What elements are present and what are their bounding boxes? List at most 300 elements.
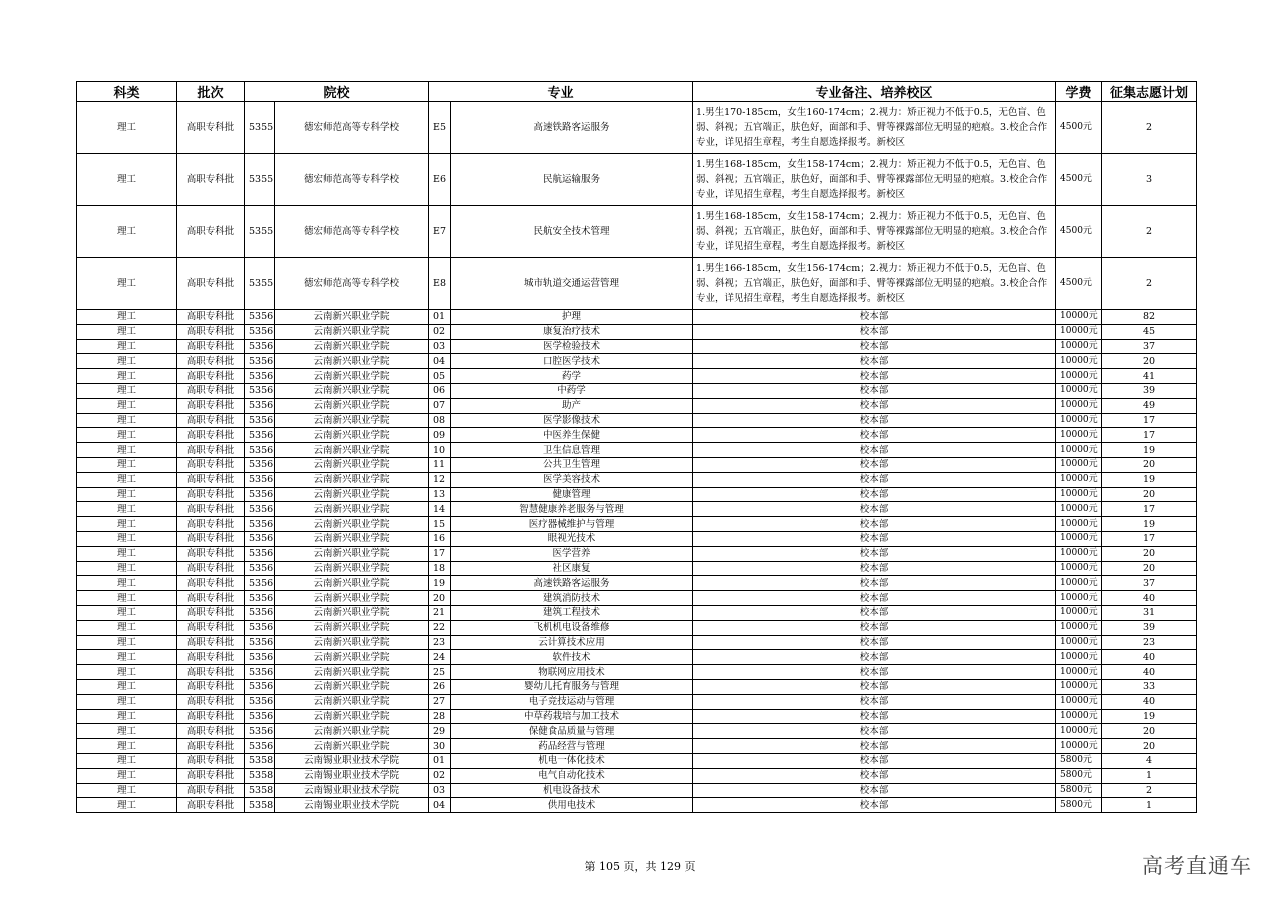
- batch-cell: 高职专科批: [177, 709, 245, 724]
- category-cell: 理工: [77, 413, 177, 428]
- notes-cell: 校本部: [693, 783, 1056, 798]
- major-name-cell: 中药学: [451, 383, 693, 398]
- school-code-cell: 5356: [245, 428, 275, 443]
- category-cell: 理工: [77, 576, 177, 591]
- school-name-cell: 云南新兴职业学院: [275, 591, 429, 606]
- category-cell: 理工: [77, 546, 177, 561]
- category-cell: 理工: [77, 457, 177, 472]
- major-name-cell: 飞机机电设备维修: [451, 620, 693, 635]
- notes-cell: 校本部: [693, 369, 1056, 384]
- table-row: [77, 650, 1197, 665]
- school-code-cell: 5356: [245, 561, 275, 576]
- school-code-cell: 5355: [245, 102, 275, 154]
- fee-cell: 4500元: [1056, 206, 1102, 258]
- plan-cell: 20: [1102, 739, 1197, 754]
- category-cell: 理工: [77, 502, 177, 517]
- major-code-cell: 23: [429, 635, 451, 650]
- school-code-cell: 5356: [245, 310, 275, 325]
- fee-cell: 10000元: [1056, 517, 1102, 532]
- major-code-cell: 19: [429, 576, 451, 591]
- major-code-cell: E5: [429, 102, 451, 154]
- major-name-cell: 机电设备技术: [451, 783, 693, 798]
- school-code-cell: 5356: [245, 457, 275, 472]
- plan-cell: 2: [1102, 206, 1197, 258]
- fee-cell: 5800元: [1056, 783, 1102, 798]
- batch-cell: 高职专科批: [177, 487, 245, 502]
- school-code-cell: 5356: [245, 383, 275, 398]
- school-name-cell: 云南新兴职业学院: [275, 546, 429, 561]
- notes-cell: 校本部: [693, 605, 1056, 620]
- notes-cell: 1.男生168-185cm，女生158-174cm；2.视力：矫正视力不低于0.5，无色盲、色弱、斜视；五官端正，肤色好，面部和手、臂等裸露部位无明显的疤痕。3.校企合作专业，详见招生章程，考生自愿选择报考。新校区: [693, 206, 1056, 258]
- category-cell: 理工: [77, 472, 177, 487]
- school-name-cell: 云南新兴职业学院: [275, 605, 429, 620]
- major-name-cell: 康复治疗技术: [451, 324, 693, 339]
- plan-cell: 20: [1102, 354, 1197, 369]
- major-code-cell: E8: [429, 258, 451, 310]
- major-code-cell: 15: [429, 517, 451, 532]
- notes-cell: 校本部: [693, 768, 1056, 783]
- table-row: [77, 413, 1197, 428]
- school-code-cell: 5356: [245, 443, 275, 458]
- fee-cell: 10000元: [1056, 546, 1102, 561]
- plan-cell: 45: [1102, 324, 1197, 339]
- batch-cell: 高职专科批: [177, 798, 245, 813]
- header-plan: 征集志愿计划: [1102, 82, 1197, 102]
- school-name-cell: 云南锡业职业技术学院: [275, 753, 429, 768]
- fee-cell: 10000元: [1056, 472, 1102, 487]
- major-code-cell: 04: [429, 354, 451, 369]
- notes-cell: 校本部: [693, 753, 1056, 768]
- page-number: 第 105 页，共 129 页: [584, 860, 696, 873]
- school-code-cell: 5356: [245, 531, 275, 546]
- school-name-cell: 云南新兴职业学院: [275, 354, 429, 369]
- category-cell: 理工: [77, 724, 177, 739]
- major-name-cell: 健康管理: [451, 487, 693, 502]
- batch-cell: 高职专科批: [177, 502, 245, 517]
- category-cell: 理工: [77, 398, 177, 413]
- table-row: [77, 694, 1197, 709]
- batch-cell: 高职专科批: [177, 576, 245, 591]
- category-cell: 理工: [77, 369, 177, 384]
- school-name-cell: 云南新兴职业学院: [275, 324, 429, 339]
- plan-cell: 39: [1102, 383, 1197, 398]
- notes-cell: 校本部: [693, 798, 1056, 813]
- table-row: [77, 635, 1197, 650]
- table-row: [77, 428, 1197, 443]
- school-code-cell: 5356: [245, 665, 275, 680]
- school-name-cell: 云南新兴职业学院: [275, 457, 429, 472]
- major-code-cell: 11: [429, 457, 451, 472]
- school-name-cell: 云南锡业职业技术学院: [275, 768, 429, 783]
- school-name-cell: 云南新兴职业学院: [275, 739, 429, 754]
- batch-cell: 高职专科批: [177, 694, 245, 709]
- major-name-cell: 智慧健康养老服务与管理: [451, 502, 693, 517]
- major-code-cell: 24: [429, 650, 451, 665]
- fee-cell: 10000元: [1056, 635, 1102, 650]
- school-name-cell: 云南新兴职业学院: [275, 679, 429, 694]
- plan-cell: 33: [1102, 679, 1197, 694]
- category-cell: 理工: [77, 258, 177, 310]
- table-body: [77, 102, 1197, 813]
- batch-cell: 高职专科批: [177, 354, 245, 369]
- fee-cell: 10000元: [1056, 620, 1102, 635]
- major-name-cell: 婴幼儿托育服务与管理: [451, 679, 693, 694]
- notes-cell: 校本部: [693, 428, 1056, 443]
- header-category: 科类: [77, 82, 177, 102]
- school-code-cell: 5356: [245, 591, 275, 606]
- plan-cell: 82: [1102, 310, 1197, 325]
- batch-cell: 高职专科批: [177, 591, 245, 606]
- school-code-cell: 5358: [245, 753, 275, 768]
- major-name-cell: 电气自动化技术: [451, 768, 693, 783]
- table-row: [77, 783, 1197, 798]
- fee-cell: 10000元: [1056, 324, 1102, 339]
- major-code-cell: 05: [429, 369, 451, 384]
- notes-cell: 校本部: [693, 443, 1056, 458]
- batch-cell: 高职专科批: [177, 650, 245, 665]
- table-row: [77, 324, 1197, 339]
- school-name-cell: 云南新兴职业学院: [275, 709, 429, 724]
- school-name-cell: 云南新兴职业学院: [275, 383, 429, 398]
- school-code-cell: 5356: [245, 724, 275, 739]
- fee-cell: 10000元: [1056, 428, 1102, 443]
- school-code-cell: 5356: [245, 369, 275, 384]
- school-name-cell: 云南锡业职业技术学院: [275, 783, 429, 798]
- batch-cell: 高职专科批: [177, 783, 245, 798]
- major-name-cell: 医疗器械维护与管理: [451, 517, 693, 532]
- major-name-cell: 建筑工程技术: [451, 605, 693, 620]
- batch-cell: 高职专科批: [177, 324, 245, 339]
- fee-cell: 10000元: [1056, 487, 1102, 502]
- plan-cell: 41: [1102, 369, 1197, 384]
- plan-cell: 20: [1102, 724, 1197, 739]
- major-code-cell: 16: [429, 531, 451, 546]
- school-code-cell: 5355: [245, 258, 275, 310]
- major-name-cell: 机电一体化技术: [451, 753, 693, 768]
- notes-cell: 1.男生170-185cm，女生160-174cm；2.视力：矫正视力不低于0.5，无色盲、色弱、斜视；五官端正，肤色好，面部和手、臂等裸露部位无明显的疤痕。3.校企合作专业，详见招生章程，考生自愿选择报考。新校区: [693, 102, 1056, 154]
- notes-cell: 校本部: [693, 620, 1056, 635]
- batch-cell: 高职专科批: [177, 398, 245, 413]
- category-cell: 理工: [77, 798, 177, 813]
- header-batch: 批次: [177, 82, 245, 102]
- school-code-cell: 5358: [245, 798, 275, 813]
- plan-cell: 19: [1102, 472, 1197, 487]
- category-cell: 理工: [77, 339, 177, 354]
- major-code-cell: 01: [429, 753, 451, 768]
- header-notes: 专业备注、培养校区: [693, 82, 1056, 102]
- table-row: [77, 531, 1197, 546]
- school-name-cell: 云南新兴职业学院: [275, 665, 429, 680]
- plan-cell: 31: [1102, 605, 1197, 620]
- fee-cell: 10000元: [1056, 339, 1102, 354]
- plan-cell: 39: [1102, 620, 1197, 635]
- school-name-cell: 云南新兴职业学院: [275, 724, 429, 739]
- batch-cell: 高职专科批: [177, 369, 245, 384]
- fee-cell: 10000元: [1056, 694, 1102, 709]
- batch-cell: 高职专科批: [177, 472, 245, 487]
- major-code-cell: 17: [429, 546, 451, 561]
- category-cell: 理工: [77, 591, 177, 606]
- major-code-cell: 07: [429, 398, 451, 413]
- table-row: [77, 709, 1197, 724]
- table-row: [77, 457, 1197, 472]
- school-name-cell: 云南新兴职业学院: [275, 369, 429, 384]
- table-row: [77, 443, 1197, 458]
- batch-cell: 高职专科批: [177, 546, 245, 561]
- plan-cell: 17: [1102, 531, 1197, 546]
- batch-cell: 高职专科批: [177, 443, 245, 458]
- major-code-cell: 02: [429, 324, 451, 339]
- plan-cell: 40: [1102, 650, 1197, 665]
- school-name-cell: 云南新兴职业学院: [275, 428, 429, 443]
- school-code-cell: 5358: [245, 783, 275, 798]
- school-code-cell: 5358: [245, 768, 275, 783]
- fee-cell: 4500元: [1056, 258, 1102, 310]
- major-name-cell: 云计算技术应用: [451, 635, 693, 650]
- school-code-cell: 5356: [245, 339, 275, 354]
- school-code-cell: 5356: [245, 679, 275, 694]
- table-row: [77, 383, 1197, 398]
- notes-cell: 校本部: [693, 502, 1056, 517]
- notes-cell: 校本部: [693, 472, 1056, 487]
- category-cell: 理工: [77, 102, 177, 154]
- school-code-cell: 5356: [245, 605, 275, 620]
- major-name-cell: 医学营养: [451, 546, 693, 561]
- category-cell: 理工: [77, 739, 177, 754]
- table-row: [77, 502, 1197, 517]
- fee-cell: 10000元: [1056, 650, 1102, 665]
- major-name-cell: 公共卫生管理: [451, 457, 693, 472]
- major-code-cell: 26: [429, 679, 451, 694]
- notes-cell: 校本部: [693, 339, 1056, 354]
- plan-cell: 40: [1102, 591, 1197, 606]
- school-code-cell: 5356: [245, 709, 275, 724]
- table-row: [77, 258, 1197, 310]
- major-name-cell: 城市轨道交通运营管理: [451, 258, 693, 310]
- notes-cell: 校本部: [693, 739, 1056, 754]
- fee-cell: 10000元: [1056, 724, 1102, 739]
- major-name-cell: 民航安全技术管理: [451, 206, 693, 258]
- table-row: [77, 487, 1197, 502]
- school-name-cell: 云南新兴职业学院: [275, 502, 429, 517]
- table-row: [77, 768, 1197, 783]
- school-code-cell: 5356: [245, 487, 275, 502]
- school-code-cell: 5356: [245, 472, 275, 487]
- notes-cell: 校本部: [693, 576, 1056, 591]
- notes-cell: 1.男生166-185cm，女生156-174cm；2.视力：矫正视力不低于0.5，无色盲、色弱、斜视；五官端正，肤色好，面部和手、臂等裸露部位无明显的疤痕。3.校企合作专业，详见招生章程，考生自愿选择报考。新校区: [693, 258, 1056, 310]
- plan-cell: 40: [1102, 694, 1197, 709]
- table-row: [77, 679, 1197, 694]
- school-code-cell: 5356: [245, 517, 275, 532]
- major-name-cell: 口腔医学技术: [451, 354, 693, 369]
- school-name-cell: 云南新兴职业学院: [275, 576, 429, 591]
- school-code-cell: 5356: [245, 413, 275, 428]
- table-row: [77, 724, 1197, 739]
- school-name-cell: 云南新兴职业学院: [275, 310, 429, 325]
- fee-cell: 10000元: [1056, 310, 1102, 325]
- batch-cell: 高职专科批: [177, 457, 245, 472]
- batch-cell: 高职专科批: [177, 531, 245, 546]
- fee-cell: 10000元: [1056, 709, 1102, 724]
- notes-cell: 校本部: [693, 310, 1056, 325]
- plan-cell: 37: [1102, 576, 1197, 591]
- batch-cell: 高职专科批: [177, 679, 245, 694]
- major-name-cell: 物联网应用技术: [451, 665, 693, 680]
- category-cell: 理工: [77, 487, 177, 502]
- plan-cell: 2: [1102, 102, 1197, 154]
- major-code-cell: 30: [429, 739, 451, 754]
- table-row: [77, 798, 1197, 813]
- fee-cell: 4500元: [1056, 154, 1102, 206]
- major-code-cell: 01: [429, 310, 451, 325]
- batch-cell: 高职专科批: [177, 413, 245, 428]
- category-cell: 理工: [77, 561, 177, 576]
- table-row: [77, 398, 1197, 413]
- table-row: [77, 154, 1197, 206]
- category-cell: 理工: [77, 783, 177, 798]
- fee-cell: 5800元: [1056, 753, 1102, 768]
- plan-cell: 19: [1102, 517, 1197, 532]
- header-major: 专业: [429, 82, 693, 102]
- major-code-cell: 13: [429, 487, 451, 502]
- table-row: [77, 354, 1197, 369]
- major-name-cell: 电子竞技运动与管理: [451, 694, 693, 709]
- major-name-cell: 建筑消防技术: [451, 591, 693, 606]
- major-name-cell: 医学检验技术: [451, 339, 693, 354]
- school-name-cell: 德宏师范高等专科学校: [275, 102, 429, 154]
- batch-cell: 高职专科批: [177, 310, 245, 325]
- fee-cell: 5800元: [1056, 768, 1102, 783]
- fee-cell: 10000元: [1056, 354, 1102, 369]
- major-code-cell: 25: [429, 665, 451, 680]
- major-code-cell: E6: [429, 154, 451, 206]
- notes-cell: 校本部: [693, 679, 1056, 694]
- table-row: [77, 546, 1197, 561]
- major-code-cell: 12: [429, 472, 451, 487]
- category-cell: 理工: [77, 753, 177, 768]
- major-code-cell: 03: [429, 783, 451, 798]
- major-code-cell: 22: [429, 620, 451, 635]
- batch-cell: 高职专科批: [177, 258, 245, 310]
- major-code-cell: E7: [429, 206, 451, 258]
- major-code-cell: 06: [429, 383, 451, 398]
- major-code-cell: 09: [429, 428, 451, 443]
- plan-cell: 1: [1102, 768, 1197, 783]
- notes-cell: 校本部: [693, 487, 1056, 502]
- plan-cell: 20: [1102, 561, 1197, 576]
- watermark-logo: 高考直通车: [1142, 854, 1252, 878]
- major-name-cell: 眼视光技术: [451, 531, 693, 546]
- fee-cell: 10000元: [1056, 443, 1102, 458]
- major-code-cell: 18: [429, 561, 451, 576]
- category-cell: 理工: [77, 620, 177, 635]
- table-header-row: [77, 82, 1197, 102]
- batch-cell: 高职专科批: [177, 102, 245, 154]
- table-row: [77, 339, 1197, 354]
- school-code-cell: 5355: [245, 206, 275, 258]
- notes-cell: 校本部: [693, 709, 1056, 724]
- notes-cell: 校本部: [693, 724, 1056, 739]
- batch-cell: 高职专科批: [177, 768, 245, 783]
- table-row: [77, 739, 1197, 754]
- batch-cell: 高职专科批: [177, 561, 245, 576]
- category-cell: 理工: [77, 605, 177, 620]
- school-name-cell: 云南新兴职业学院: [275, 487, 429, 502]
- category-cell: 理工: [77, 310, 177, 325]
- fee-cell: 10000元: [1056, 413, 1102, 428]
- batch-cell: 高职专科批: [177, 620, 245, 635]
- notes-cell: 校本部: [693, 635, 1056, 650]
- batch-cell: 高职专科批: [177, 339, 245, 354]
- table-row: [77, 472, 1197, 487]
- plan-cell: 4: [1102, 753, 1197, 768]
- batch-cell: 高职专科批: [177, 154, 245, 206]
- notes-cell: 校本部: [693, 650, 1056, 665]
- notes-cell: 校本部: [693, 324, 1056, 339]
- major-name-cell: 保健食品质量与管理: [451, 724, 693, 739]
- fee-cell: 10000元: [1056, 605, 1102, 620]
- fee-cell: 10000元: [1056, 502, 1102, 517]
- category-cell: 理工: [77, 354, 177, 369]
- table-row: [77, 102, 1197, 154]
- plan-cell: 2: [1102, 258, 1197, 310]
- major-name-cell: 软件技术: [451, 650, 693, 665]
- notes-cell: 校本部: [693, 457, 1056, 472]
- school-name-cell: 云南新兴职业学院: [275, 561, 429, 576]
- major-name-cell: 医学美容技术: [451, 472, 693, 487]
- category-cell: 理工: [77, 443, 177, 458]
- category-cell: 理工: [77, 324, 177, 339]
- fee-cell: 10000元: [1056, 561, 1102, 576]
- school-code-cell: 5356: [245, 635, 275, 650]
- category-cell: 理工: [77, 428, 177, 443]
- school-name-cell: 德宏师范高等专科学校: [275, 154, 429, 206]
- category-cell: 理工: [77, 709, 177, 724]
- fee-cell: 10000元: [1056, 665, 1102, 680]
- major-code-cell: 03: [429, 339, 451, 354]
- table-row: [77, 620, 1197, 635]
- major-name-cell: 药品经营与管理: [451, 739, 693, 754]
- category-cell: 理工: [77, 650, 177, 665]
- school-name-cell: 云南新兴职业学院: [275, 650, 429, 665]
- school-code-cell: 5356: [245, 576, 275, 591]
- school-code-cell: 5356: [245, 694, 275, 709]
- major-code-cell: 10: [429, 443, 451, 458]
- category-cell: 理工: [77, 665, 177, 680]
- batch-cell: 高职专科批: [177, 383, 245, 398]
- plan-cell: 2: [1102, 783, 1197, 798]
- category-cell: 理工: [77, 517, 177, 532]
- fee-cell: 10000元: [1056, 398, 1102, 413]
- batch-cell: 高职专科批: [177, 665, 245, 680]
- header-school: 院校: [245, 82, 429, 102]
- major-code-cell: 21: [429, 605, 451, 620]
- school-code-cell: 5356: [245, 620, 275, 635]
- plan-cell: 1: [1102, 798, 1197, 813]
- major-code-cell: 20: [429, 591, 451, 606]
- major-name-cell: 供用电技术: [451, 798, 693, 813]
- school-code-cell: 5356: [245, 502, 275, 517]
- notes-cell: 校本部: [693, 398, 1056, 413]
- major-code-cell: 02: [429, 768, 451, 783]
- notes-cell: 校本部: [693, 517, 1056, 532]
- school-name-cell: 云南新兴职业学院: [275, 398, 429, 413]
- school-name-cell: 云南新兴职业学院: [275, 635, 429, 650]
- plan-cell: 40: [1102, 665, 1197, 680]
- batch-cell: 高职专科批: [177, 517, 245, 532]
- notes-cell: 校本部: [693, 665, 1056, 680]
- school-code-cell: 5356: [245, 739, 275, 754]
